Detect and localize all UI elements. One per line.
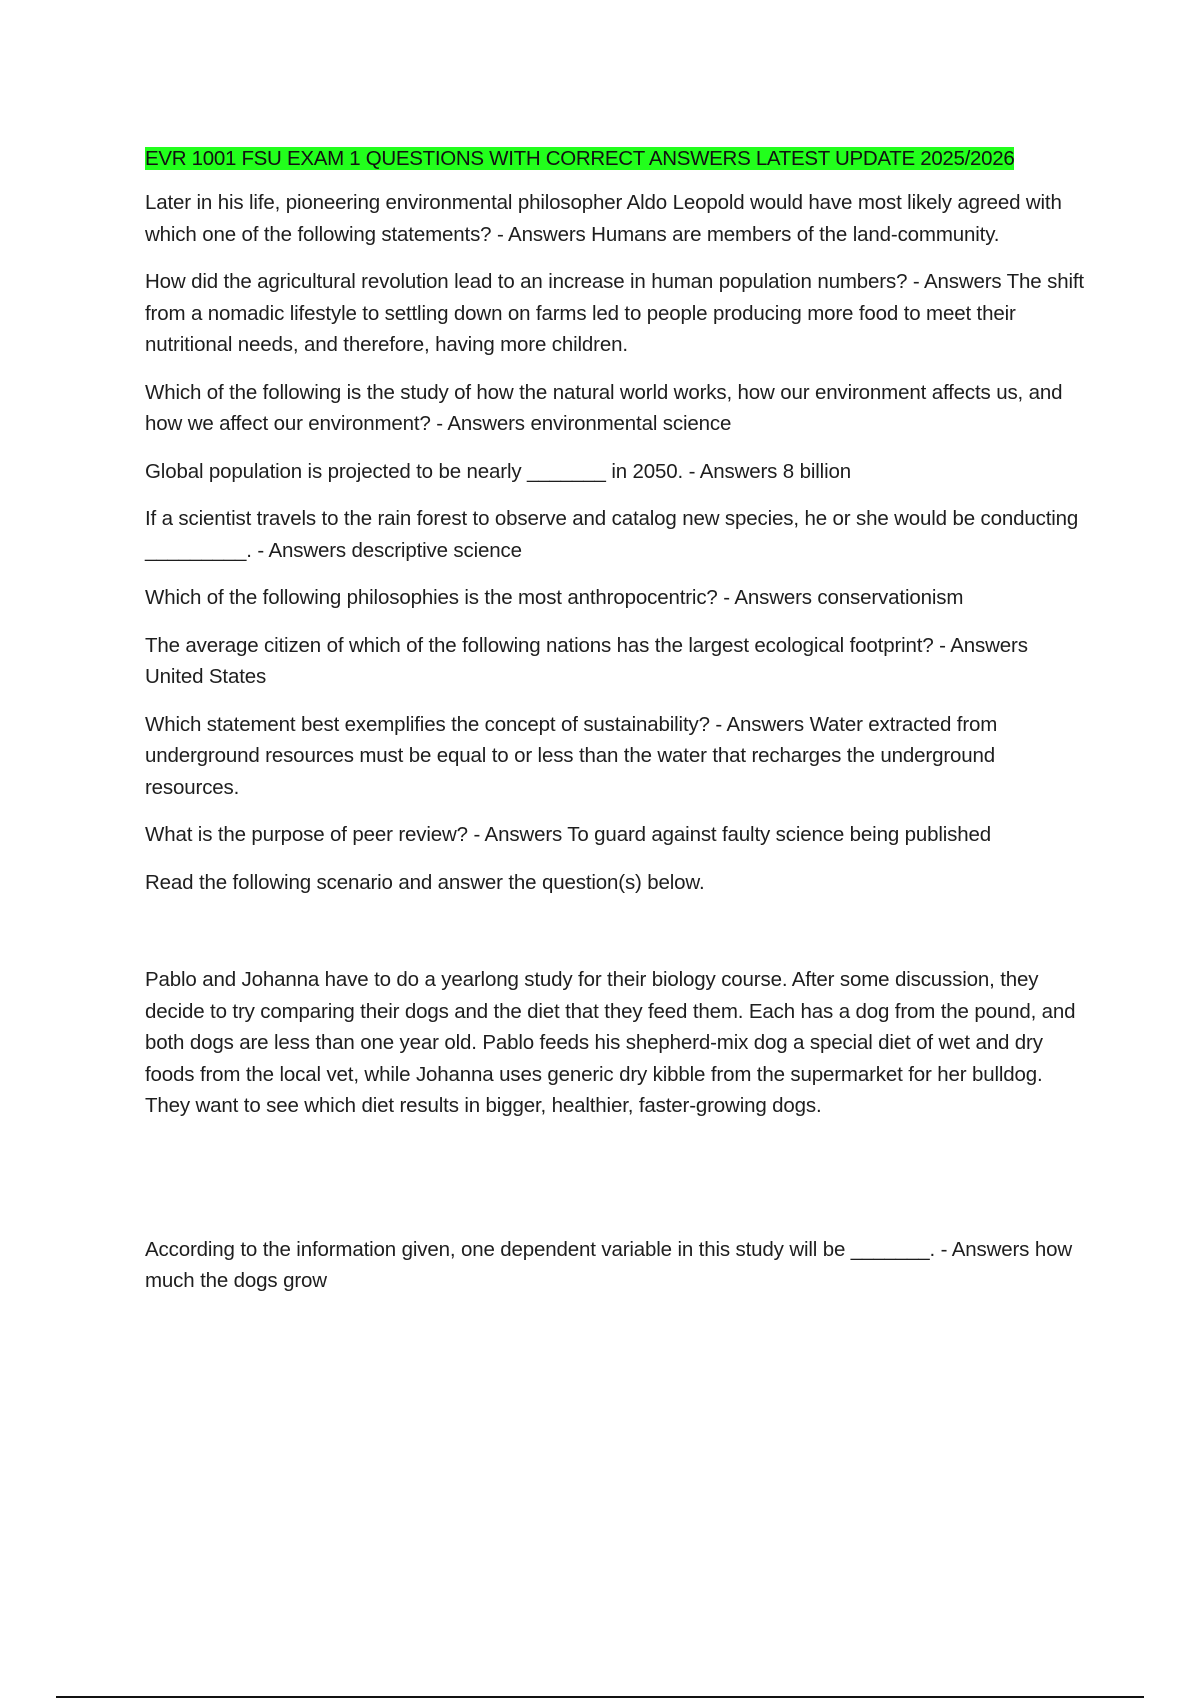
question-answer-7: The average citizen of which of the following nations has the largest ecological footprint? - Answers United States [145,633,1028,688]
question-answer-6: Which of the following philosophies is the most anthropocentric? - Answers conservationism [145,586,964,609]
document-title-block [145,145,1090,173]
document-body [145,145,1090,1313]
question-answer-final: According to the information given, one dependent variable in this study will be _______. - Answers how much the dogs grow [145,1237,1072,1292]
scenario-instruction: Read the following scenario and answer the question(s) below. [145,870,705,894]
document-title: EVR 1001 FSU EXAM 1 QUESTIONS WITH CORRECT ANSWERS LATEST UPDATE 2025/2026 [145,147,1015,170]
question-answer-4: Global population is projected to be nearly _______ in 2050. - Answers 8 billion [145,459,851,483]
question-answer-2: How did the agricultural revolution lead to an increase in human population numbers? - Answers The shift from a nomadic lifestyle to settling down on farms led to people producing more food to meet their nutritional needs, and therefore, having more children. [145,270,1084,356]
question-answer-1: Later in his life, pioneering environmental philosopher Aldo Leopold would have most likely agreed with which one of the following statements? - Answers Humans are members of the land-community. [145,191,1062,246]
question-answer-9: What is the purpose of peer review? - Answers To guard against faulty science being published [145,823,992,846]
question-answer-8: Which statement best exemplifies the concept of sustainability? - Answers Water extracted from underground resources must be equal to or less than the water that recharges the underground resources. [145,712,998,799]
page-bottom-divider [56,1696,1144,1698]
question-answer-5: If a scientist travels to the rain forest to observe and catalog new species, he or she would be conducting _________. - Answers descriptive science [145,507,1079,562]
question-answer-3: Which of the following is the study of how the natural world works, how our environment affects us, and how we affect our environment? - Answers environmental science [145,380,1063,435]
scenario-text: Pablo and Johanna have to do a yearlong study for their biology course. After some discussion, they decide to try comparing their dogs and the diet that they feed them. Each has a dog from the pound, and both dogs are less than one year old. Pablo feeds his shepherd-mix dog a special diet of wet and dry foods from the local vet, while Johanna uses generic dry kibble from the supermarket for her bulldog. They want to see which diet results in bigger, healthier, faster-growing dogs. [145,968,1076,1117]
